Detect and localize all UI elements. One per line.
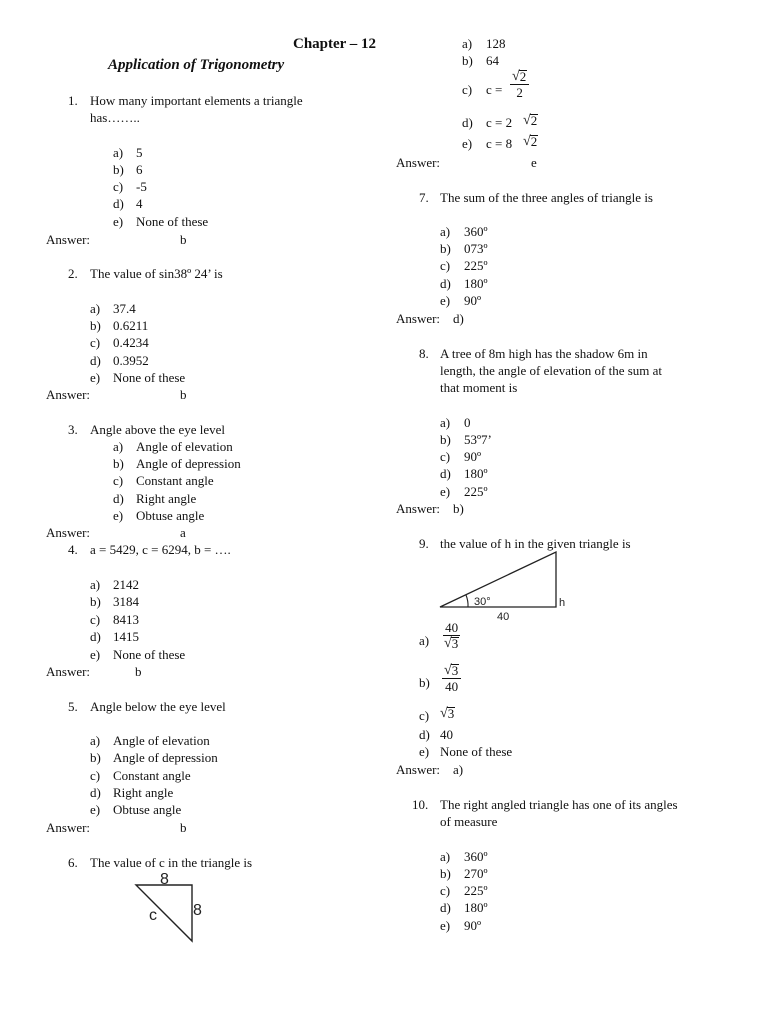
- option-text: 180º: [464, 900, 488, 915]
- option-label: d): [440, 900, 451, 915]
- option-text: 270º: [464, 866, 488, 881]
- option-text: Obtuse angle: [136, 508, 205, 523]
- fraction-denominator: 2: [516, 85, 523, 100]
- question-text: that moment is: [440, 380, 518, 395]
- option-text: 5: [136, 145, 143, 160]
- option-label: c): [90, 612, 101, 627]
- option-text: Right angle: [113, 785, 174, 800]
- option-label: a): [113, 439, 124, 454]
- option-text: -5: [136, 179, 147, 194]
- question-number: 8.: [419, 346, 429, 361]
- option-label: e): [90, 370, 101, 385]
- fraction-numerator: √ 2: [510, 70, 529, 85]
- sqrt-icon: √: [523, 134, 531, 149]
- answer-label: Answer:: [396, 762, 441, 777]
- option-text: Right angle: [136, 491, 197, 506]
- question-number: 6.: [68, 855, 78, 870]
- option-text: Angle of elevation: [113, 733, 210, 748]
- angle-arc: [466, 595, 468, 607]
- option-label: e): [113, 214, 124, 229]
- answer-label: Answer:: [46, 387, 91, 402]
- fraction: [510, 70, 529, 99]
- option-label: e): [462, 136, 473, 151]
- option-label: e): [90, 802, 101, 817]
- answer-value: b: [135, 664, 142, 679]
- option-label: d): [440, 466, 451, 481]
- option-label: c): [462, 82, 473, 97]
- triangle-right-side-label: 8: [193, 902, 202, 919]
- option-text: 1415: [113, 629, 139, 644]
- option-text: 90º: [464, 449, 482, 464]
- option-text: Constant angle: [136, 473, 214, 488]
- option-label: d): [113, 491, 124, 506]
- question-text: has……..: [90, 110, 140, 125]
- option-text: None of these: [113, 370, 186, 385]
- question-number: 9.: [419, 536, 429, 551]
- triangle-shape: [136, 885, 192, 941]
- option-text: 0.4234: [113, 335, 149, 350]
- option-label: c): [113, 179, 124, 194]
- question-number: 5.: [68, 699, 78, 714]
- option-text: 2142: [113, 577, 139, 592]
- question-text: a = 5429, c = 6294, b = ….: [90, 542, 231, 557]
- option-label: c): [419, 708, 430, 723]
- option-label: b): [113, 162, 124, 177]
- option-text: 90º: [464, 293, 482, 308]
- answer-label: Answer:: [46, 232, 91, 247]
- triangle-angle-label: 30°: [474, 596, 491, 608]
- option-text: 53º7’: [464, 432, 492, 447]
- question-text: Angle above the eye level: [90, 422, 225, 437]
- option-label: b): [440, 241, 451, 256]
- question-number: 4.: [68, 542, 78, 557]
- triangle-top-side-label: 8: [160, 871, 169, 888]
- option-text: Angle of depression: [136, 456, 241, 471]
- option-text: Angle of elevation: [136, 439, 233, 454]
- question-text: The value of c in the triangle is: [90, 855, 253, 870]
- answer-label: Answer:: [396, 501, 441, 516]
- answer-label: Answer:: [46, 820, 91, 835]
- answer-value: b): [453, 501, 464, 516]
- option-text: 90º: [464, 918, 482, 933]
- option-label: c): [113, 473, 124, 488]
- option-label: e): [440, 484, 451, 499]
- option-label: d): [90, 785, 101, 800]
- option-label: d): [113, 196, 124, 211]
- option-text: 37.4: [113, 301, 136, 316]
- question-text: Angle below the eye level: [90, 699, 226, 714]
- question-number: 2.: [68, 266, 78, 281]
- option-label: d): [462, 115, 473, 130]
- chapter-heading: Chapter – 12: [293, 36, 377, 52]
- answer-value: a: [180, 525, 186, 540]
- fraction-numerator: √ 3: [442, 664, 461, 679]
- option-label: e): [440, 293, 451, 308]
- question-text: The sum of the three angles of triangle is: [440, 190, 653, 205]
- triangle-hypotenuse-label: c: [149, 907, 157, 924]
- option-text: 0: [464, 415, 471, 430]
- option-label: d): [90, 629, 101, 644]
- answer-value: b: [180, 387, 187, 402]
- answer-value: b: [180, 820, 187, 835]
- option-text: 0.6211: [113, 318, 149, 333]
- fraction-denominator: √ 3: [444, 636, 459, 651]
- option-label: b): [419, 675, 430, 690]
- option-label: d): [419, 727, 430, 742]
- option-label: d): [90, 353, 101, 368]
- question-text: The value of sin38º 24’ is: [90, 266, 223, 281]
- option-text: Constant angle: [113, 768, 191, 783]
- option-label: c): [440, 883, 451, 898]
- option-label: b): [440, 866, 451, 881]
- sqrt-icon: √: [444, 663, 452, 678]
- option-text: c = 8: [486, 136, 513, 151]
- option-text: 64: [486, 53, 499, 68]
- option-text: 360º: [464, 849, 488, 864]
- answer-label: Answer:: [46, 525, 91, 540]
- question-text: A tree of 8m high has the shadow 6m in: [440, 346, 648, 361]
- fraction: [442, 664, 461, 693]
- option-label: e): [90, 647, 101, 662]
- option-text: 4: [136, 196, 143, 211]
- option-text: None of these: [440, 744, 513, 759]
- answer-value: d): [453, 311, 464, 326]
- answer-label: Answer:: [396, 311, 441, 326]
- option-label: e): [113, 508, 124, 523]
- fraction: [442, 621, 461, 650]
- fraction-denominator: 40: [445, 679, 459, 694]
- option-label: b): [90, 750, 101, 765]
- option-text: 8413: [113, 612, 139, 627]
- option-text: None of these: [113, 647, 186, 662]
- option-label: b): [90, 318, 101, 333]
- sqrt-icon: √: [523, 113, 531, 128]
- answer-value: e: [531, 155, 537, 170]
- option-label: a): [113, 145, 124, 160]
- option-label: d): [440, 276, 451, 291]
- fraction-numerator: 40: [445, 620, 459, 635]
- answer-label: Answer:: [396, 155, 441, 170]
- triangle-base-label: 40: [497, 611, 510, 622]
- option-label: c): [440, 449, 451, 464]
- triangle-side-label: h: [559, 597, 566, 609]
- option-label: a): [440, 849, 451, 864]
- option-label: a): [462, 36, 473, 51]
- question-number: 3.: [68, 422, 78, 437]
- sqrt-icon: √: [444, 636, 452, 651]
- option-text: 180º: [464, 466, 488, 481]
- option-label: a): [419, 633, 430, 648]
- option-text: 073º: [464, 241, 488, 256]
- triangle-diagram: [436, 548, 576, 622]
- option-text: c =: [486, 82, 503, 97]
- question-text: length, the angle of elevation of the sum at: [440, 363, 663, 378]
- option-text: 128: [486, 36, 506, 51]
- option-label: a): [440, 415, 451, 430]
- option-label: c): [90, 768, 101, 783]
- sqrt-icon: √: [512, 69, 520, 84]
- answer-label: Answer:: [46, 664, 91, 679]
- question-text: the value of h in the given triangle is: [440, 536, 631, 551]
- question-number: 1.: [68, 93, 78, 108]
- triangle-diagram: [130, 866, 210, 946]
- answer-value: b: [180, 232, 187, 247]
- option-label: b): [440, 432, 451, 447]
- option-label: a): [90, 733, 101, 748]
- option-text: Angle of depression: [113, 750, 218, 765]
- option-label: a): [90, 577, 101, 592]
- option-label: b): [462, 53, 473, 68]
- square-root: √ 3: [440, 706, 455, 721]
- question-text: How many important elements a triangle: [90, 93, 303, 108]
- question-number: 7.: [419, 190, 429, 205]
- option-text: c = 2: [486, 115, 513, 130]
- option-label: c): [90, 335, 101, 350]
- option-text: None of these: [136, 214, 209, 229]
- square-root: √ 2: [523, 113, 538, 128]
- option-label: c): [440, 258, 451, 273]
- option-text: 180º: [464, 276, 488, 291]
- option-label: a): [90, 301, 101, 316]
- option-text: 0.3952: [113, 353, 149, 368]
- option-text: 3184: [113, 594, 139, 609]
- option-label: e): [440, 918, 451, 933]
- answer-value: a): [453, 762, 464, 777]
- option-text: 360º: [464, 224, 488, 239]
- question-number: 10.: [412, 797, 429, 812]
- option-label: a): [440, 224, 451, 239]
- triangle-shape: [440, 552, 556, 607]
- square-root: √ 2: [523, 134, 538, 149]
- option-text: 225º: [464, 484, 488, 499]
- option-text: 40: [440, 727, 453, 742]
- option-text: 225º: [464, 258, 488, 273]
- option-text: Obtuse angle: [113, 802, 182, 817]
- option-label: e): [419, 744, 430, 759]
- option-text: 6: [136, 162, 143, 177]
- chapter-subtitle: Application of Trigonometry: [108, 57, 285, 73]
- question-text: The right angled triangle has one of its angles: [440, 797, 678, 812]
- option-label: b): [113, 456, 124, 471]
- question-text: of measure: [440, 814, 498, 829]
- option-label: b): [90, 594, 101, 609]
- option-text: 225º: [464, 883, 488, 898]
- sqrt-icon: √: [440, 706, 448, 721]
